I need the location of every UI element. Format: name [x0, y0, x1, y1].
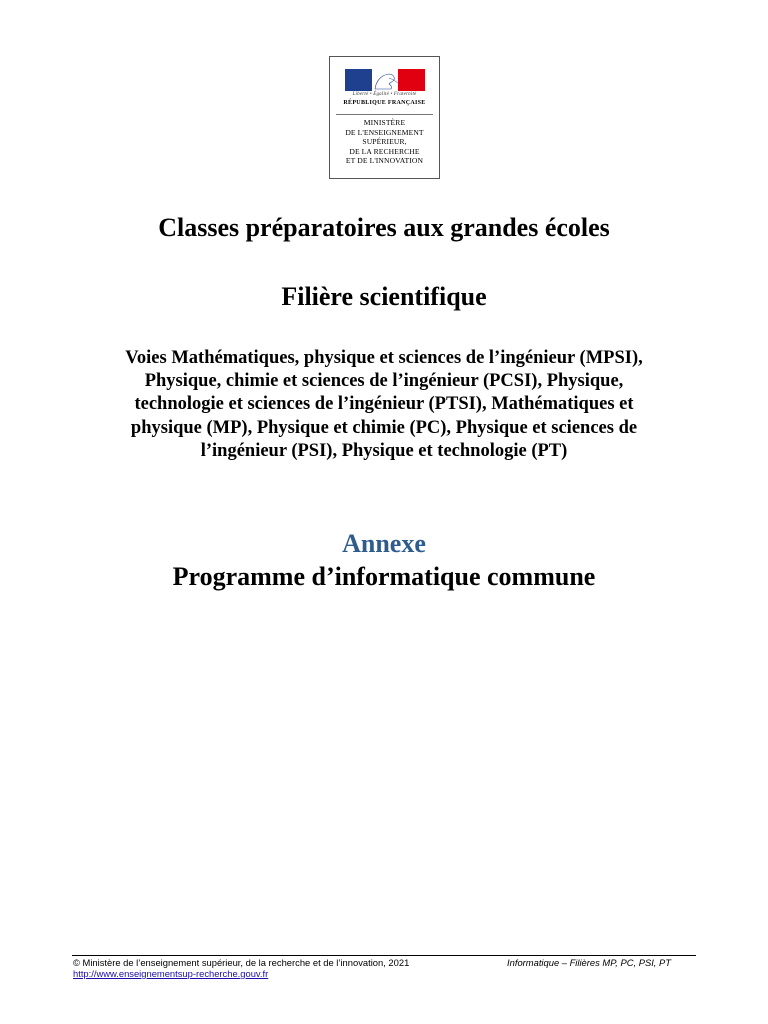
marianne-flag-icon — [345, 69, 425, 91]
ministry-line: SUPÉRIEUR, — [362, 137, 407, 147]
voies-paragraph — [84, 347, 684, 463]
footer-divider — [72, 955, 696, 956]
ministry-line: DE LA RECHERCHE — [349, 146, 420, 156]
voies-line: Voies Mathématiques, physique et sciences de l’ingénieur (MPSI), — [125, 348, 643, 368]
logo-divider — [336, 114, 433, 115]
republic-motto: Liberté • Égalité • Fraternité — [352, 92, 417, 97]
programme-heading: Programme d’informatique commune — [172, 562, 596, 591]
marianne-block — [330, 57, 439, 115]
footer-left — [73, 957, 409, 979]
ministry-line: ET DE L'INNOVATION — [345, 156, 424, 166]
ministry-line: MINISTÈRE — [363, 118, 406, 127]
footer-copyright: © Ministère de l’enseignement supérieur, de la recherche et de l’innovation, 2021 — [73, 957, 410, 968]
voies-line: Physique, chimie et sciences de l’ingénieur (PCSI), Physique, — [144, 371, 624, 392]
republique-francaise-label: RÉPUBLIQUE FRANÇAISE — [343, 100, 426, 106]
voies-line: technologie et sciences de l’ingénieur (PTSI), Mathématiques et — [134, 394, 634, 415]
ministry-line: DE L'ENSEIGNEMENT — [345, 127, 424, 137]
voies-line: l’ingénieur (PSI), Physique et technologie (PT) — [200, 440, 568, 461]
ministry-name — [330, 118, 439, 166]
ministry-logo — [329, 56, 440, 179]
footer-url-link[interactable]: http://www.enseignementsup-recherche.gouv.fr — [73, 968, 269, 979]
footer-section-label: Informatique – Filières MP, PC, PSI, PT — [507, 957, 671, 968]
document-subtitle: Filière scientifique — [281, 282, 487, 311]
voies-line: physique (MP), Physique et chimie (PC), Physique et sciences de — [130, 417, 638, 438]
annexe-heading: Annexe — [342, 529, 426, 558]
document-title: Classes préparatoires aux grandes écoles — [158, 213, 610, 242]
